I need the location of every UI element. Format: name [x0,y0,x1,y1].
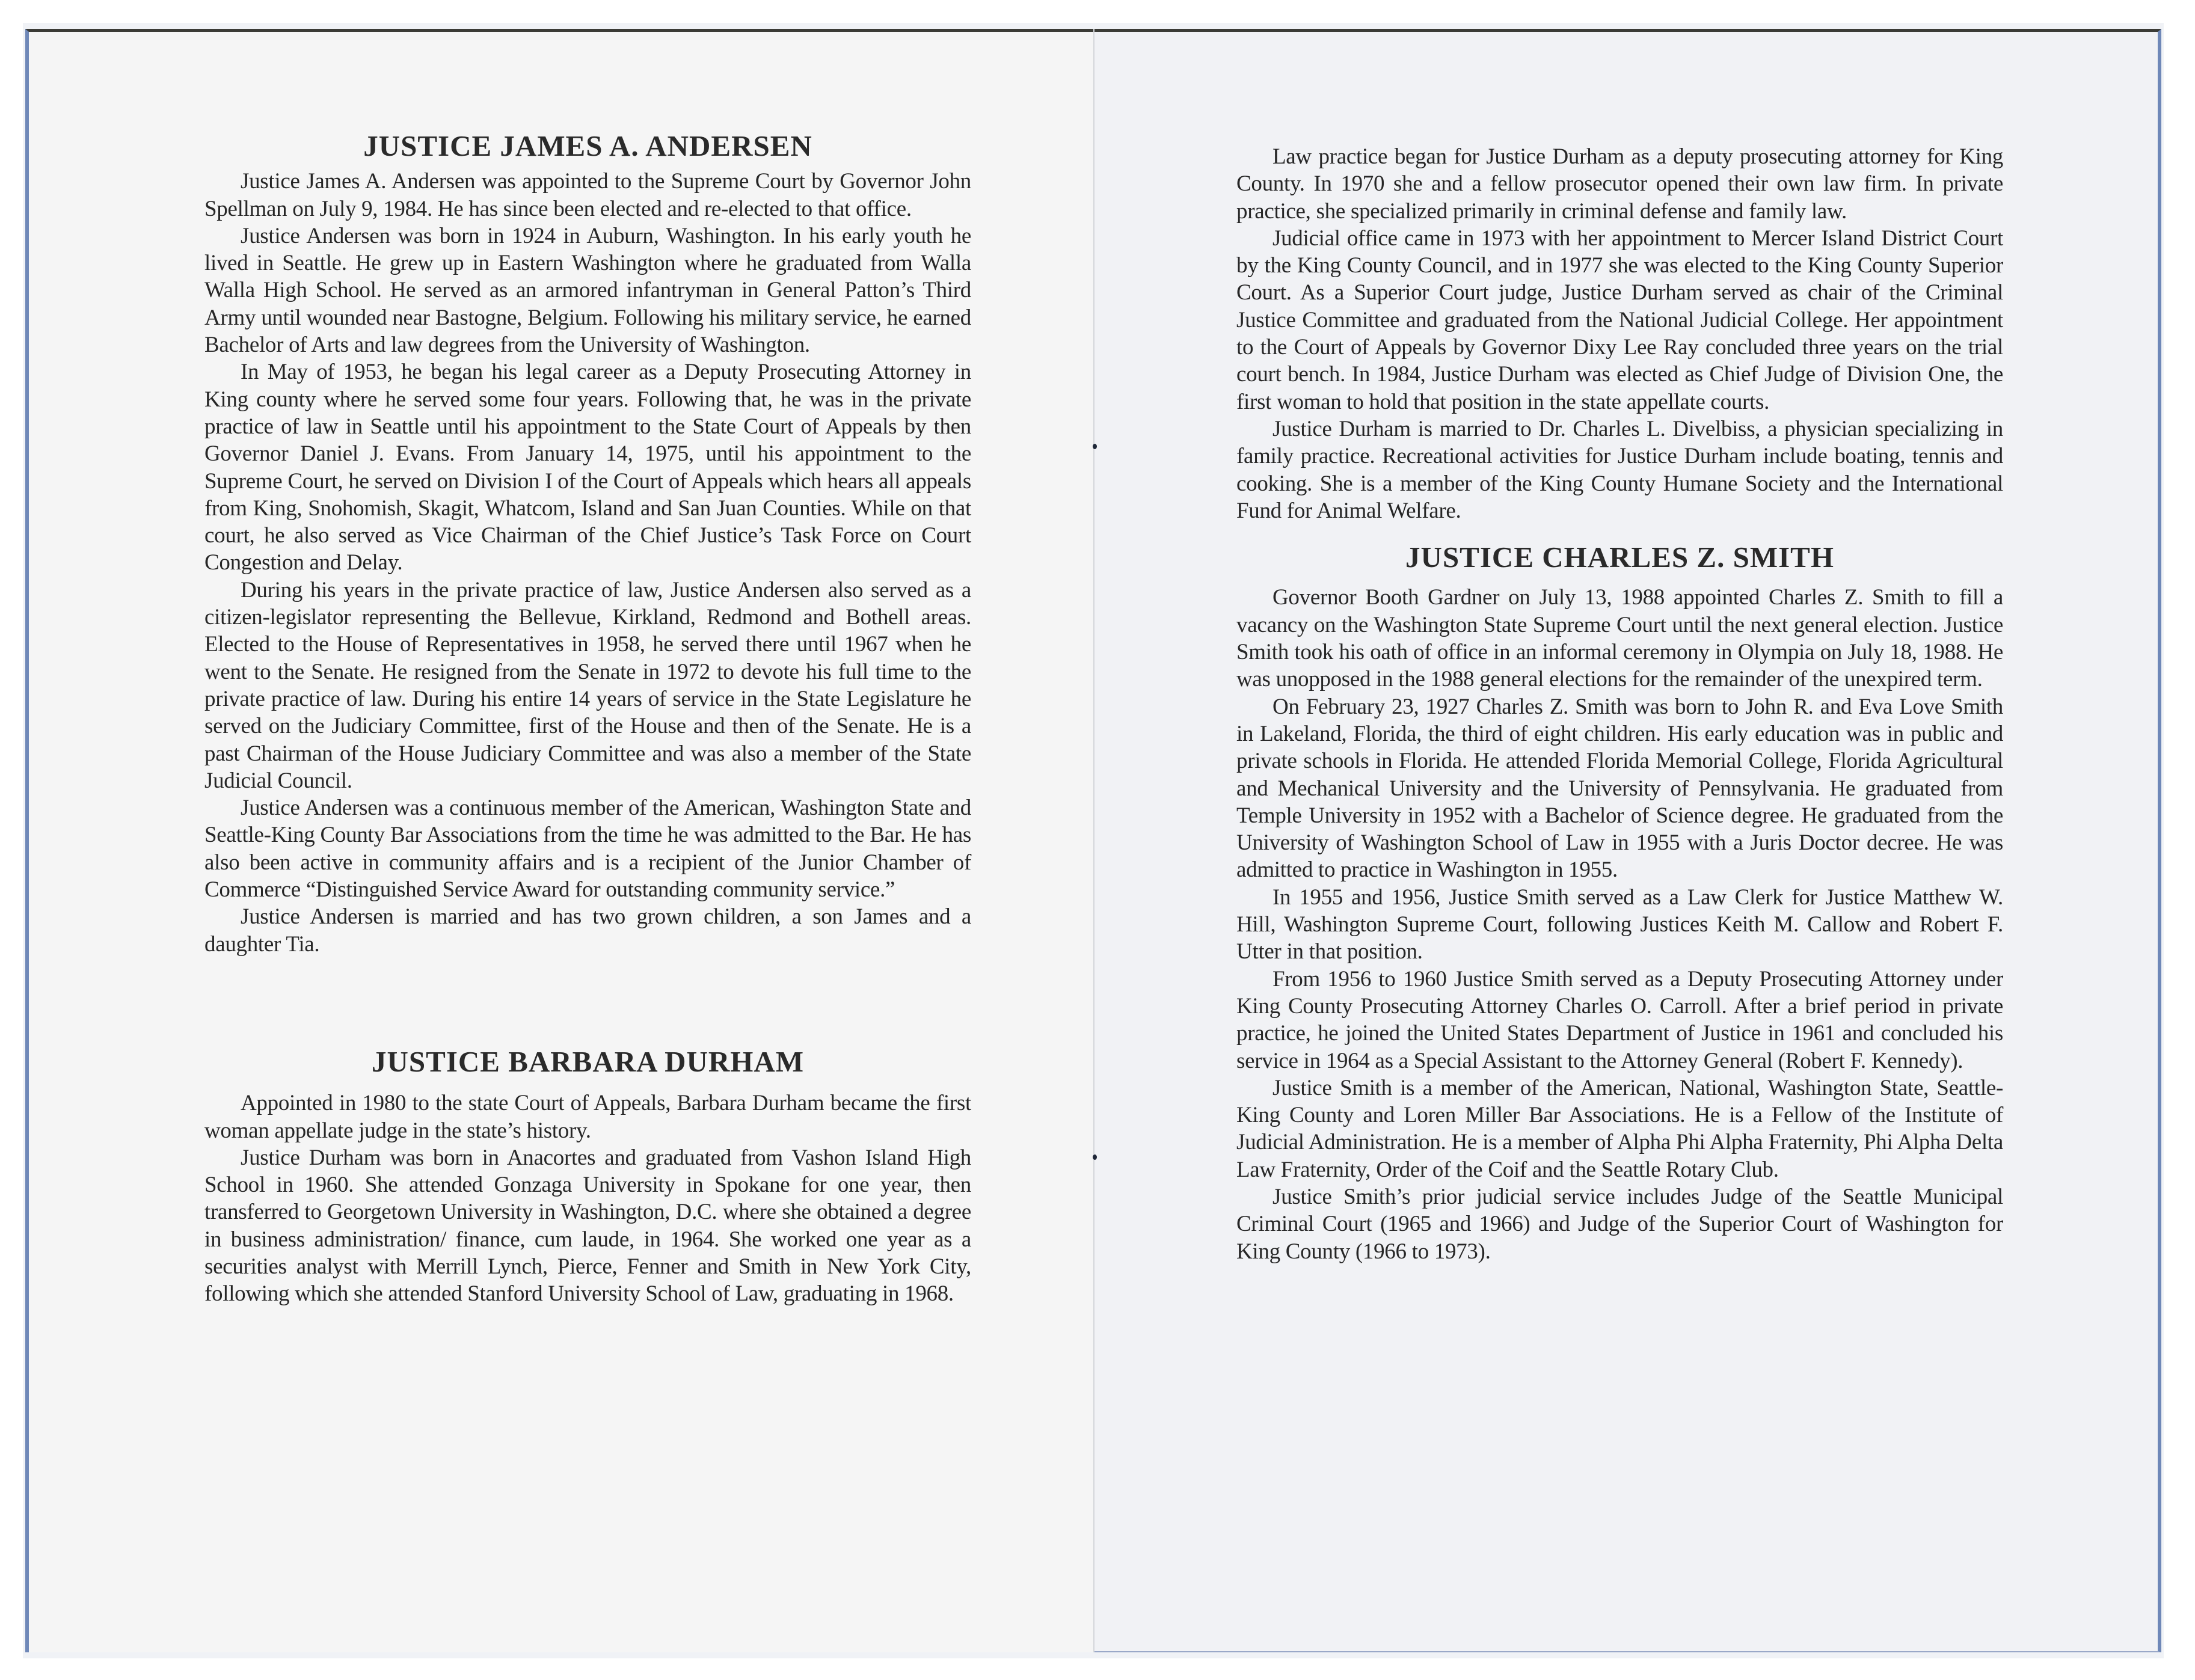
section-heading: JUSTICE BARBARA DURHAM [372,1044,804,1078]
left-page-column [204,129,971,1308]
paragraph: In 1955 and 1956, Justice Smith served as a Law Clerk for Justice Matthew W. Hill, Washington Supreme Court, following Justices Keith M. Callow and Robert F. Utter in that position. [1236,884,2003,964]
paragraph: Justice James A. Andersen was appointed to the Supreme Court by Governor John Spellman on July 9, 1984. He has since been elected and re-elected to that office. [204,169,971,221]
bio-smith [1236,541,2003,1265]
paragraph: Justice Andersen was born in 1924 in Auburn, Washington. In his early youth he lived in Seattle. He grew up in Eastern Washington where he graduated from Walla Walla High School. He served as an armored infantryman in General Patton’s Third Army until wounded near Bastogne, Belgium. Following his military service, he earned Bachelor of Arts and law degrees from the University of Washington. [204,223,971,358]
section-heading: JUSTICE JAMES A. ANDERSEN [363,129,812,162]
bio-durham-continued [1236,143,2003,524]
paragraph: Appointed in 1980 to the state Court of Appeals, Barbara Durham became the first woman appellate judge in the state’s history. [204,1091,971,1143]
paragraph: Justice Andersen is married and has two grown children, a son James and a daughter Tia. [204,904,971,957]
paragraph: During his years in the private practice of law, Justice Andersen also served as a citizen-legislator representing the Bellevue, Kirkland, Redmond and Bothell areas. Elected to the House of Representatives in 1958, he served there until 1967 when he went to the Senate. He resigned from the Senate in 1972 to devote his full time to the private practice of law. During his entire 14 years of service in the State Legislature he served on the Judiciary Committee, first of the House and then of the Senate. He is a past Chairman of the House Judiciary Committee and was also a member of the State Judicial Council. [204,577,971,793]
paragraph: In May of 1953, he began his legal career as a Deputy Prosecuting Attorney in King county where he served some four years. Following that, he was in the private practice of law in Seattle until his appointment to the State Court of Appeals by then Governor Daniel J. Evans. From January 14, 1975, until his appointment to the Supreme Court, he served on Division I of the Court of Appeals which hears all appeals from King, Snohomish, Skagit, Whatcom, Island and San Juan Counties. While on that court, he also served as Vice Chairman of the Chief Justice’s Task Force on Court Congestion and Delay. [204,360,971,575]
staple-mark [1093,444,1097,449]
section-heading: JUSTICE CHARLES Z. SMITH [1405,541,1834,574]
paragraph: On February 23, 1927 Charles Z. Smith was born to John R. and Eva Love Smith in Lakeland, Florida, the third of eight children. His early education was in public and private schools in Florida. He attended Florida Memorial College, Florida Agricultural and Mechanical University and the University of Pennsylvania. He graduated from Temple University in 1952 with a Bachelor of Science degree. He graduated from the University of Washington School of Law in 1955 with a Juris Doctor decree. He was admitted to practice in Washington in 1955. [1236,694,2003,883]
paragraph: From 1956 to 1960 Justice Smith served as a Deputy Prosecuting Attorney under King County Prosecuting Attorney Charles O. Carroll. After a brief period in private practice, he joined the United States Department of Justice in 1961 and concluded his service in 1964 as a Special Assistant to the Attorney General (Robert F. Kennedy). [1236,966,2003,1073]
paragraph: Justice Durham is married to Dr. Charles L. Divelbiss, a physician specializing in family practice. Recreational activities for Justice Durham include boating, tennis and cooking. She is a member of the King County Humane Society and the International Fund for Animal Welfare. [1236,416,2003,523]
spine-fold [1093,29,1094,1652]
right-page-column [1236,143,2003,1265]
staple-mark [1093,1154,1097,1160]
paragraph: Law practice began for Justice Durham as a deputy prosecuting attorney for King County. In 1970 she and a fellow prosecutor opened their own law firm. In private practice, she specialized primarily in criminal defense and family law. [1236,144,2003,224]
paragraph: Justice Smith is a member of the American, National, Washington State, Seattle-King County and Loren Miller Bar Associations. He is a Fellow of the Institute of Judicial Administration. He is a member of Alpha Phi Alpha Fraternity, Phi Alpha Delta Law Fraternity, Order of the Coif and the Seattle Rotary Club. [1236,1075,2003,1182]
paragraph: Governor Booth Gardner on July 13, 1988 appointed Charles Z. Smith to fill a vacancy on the Washington State Supreme Court until the next general election. Justice Smith took his oath of office in an informal ceremony in Olympia on July 18, 1988. He was unopposed in the 1988 general elections for the remainder of the unexpired term. [1236,585,2003,692]
paragraph: Justice Smith’s prior judicial service includes Judge of the Seattle Municipal Criminal Court (1965 and 1966) and Judge of the Superior Court of Washington for King County (1966 to 1973). [1236,1184,2003,1264]
paragraph: Justice Andersen was a continuous member of the American, Washington State and Seattle-King County Bar Associations from the time he was admitted to the Bar. He has also been active in community affairs and is a recipient of the Junior Chamber of Commerce “Distinguished Service Award for outstanding community service.” [204,796,971,903]
paragraph: Justice Durham was born in Anacortes and graduated from Vashon Island High School in 1960. She attended Gonzaga University in Spokane for one year, then transferred to Georgetown University in Washington, D.C. where she obtained a degree in business administration/ finance, cum laude, in 1964. She worked one year as a securities analyst with Merrill Lynch, Pierce, Fenner and Smith in New York City, following which she attended Stanford University School of Law, graduating in 1968. [204,1145,971,1307]
paragraph: Judicial office came in 1973 with her appointment to Mercer Island District Court by the King County Council, and in 1977 she was elected to the King County Superior Court. As a Superior Court judge, Justice Durham served as chair of the Criminal Justice Committee and graduated from the National Judicial College. Her appointment to the Court of Appeals by Governor Dixy Lee Ray concluded three years on the trial court bench. In 1984, Justice Durham was elected as Chief Judge of Division One, the first woman to hold that position in the state appellate courts. [1236,225,2003,414]
bio-durham [204,1044,971,1308]
bio-andersen [204,129,971,958]
